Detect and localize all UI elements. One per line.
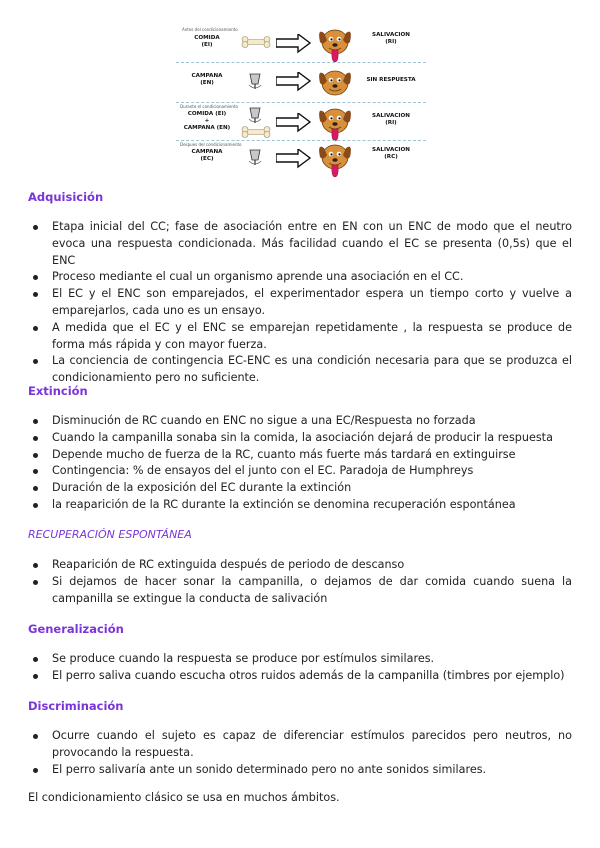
diagram-row-before <box>176 22 426 60</box>
bell-icon <box>246 105 264 127</box>
dog-drooling-icon <box>319 139 353 179</box>
diagram-row-neutral <box>176 63 426 101</box>
list-item: Duración de la exposición del EC durante la extinción <box>28 480 572 497</box>
arrow-icon <box>276 149 312 169</box>
stimulus-label: COMIDA (EI) + CAMPANA (EN) <box>183 111 231 131</box>
diagram-row-after <box>176 141 426 179</box>
list-item: Reaparición de RC extinguida después de periodo de descanso <box>28 557 572 574</box>
list-item: La conciencia de contingencia EC-ENC es una condición necesaria para que se produzca el condicionamiento pero no suficiente. <box>28 353 572 387</box>
heading-adquisicion: Adquisición <box>28 190 104 204</box>
list-item: Contingencia: % de ensayos del el junto con el EC. Paradoja de Humphreys <box>28 463 572 480</box>
heading-extincion: Extinción <box>28 384 88 398</box>
heading-recuperacion: RECUPERACIÓN ESPONTÁNEA <box>28 528 192 541</box>
conditioning-diagram <box>176 22 426 178</box>
row-caption: Antes del condicionamiento <box>182 27 238 32</box>
list-item: Se produce cuando la respuesta se produce por estímulos similares. <box>28 651 572 668</box>
closing-paragraph: El condicionamiento clásico se usa en muchos ámbitos. <box>28 791 340 804</box>
arrow-icon <box>276 113 312 133</box>
heading-generalizacion: Generalización <box>28 622 124 636</box>
heading-discriminacion: Discriminación <box>28 699 124 713</box>
row-caption: Despues del condicionamiento <box>180 142 242 147</box>
response-label: SALIVACION (RI) <box>372 113 410 126</box>
list-item: Depende mucho de fuerza de la RC, cuanto más fuerte más tardará en extinguirse <box>28 447 572 464</box>
dog-icon <box>319 65 353 99</box>
list-item: El perro salivaría ante un sonido determinado pero no ante sonidos similares. <box>28 762 572 779</box>
arrow-icon <box>276 34 312 54</box>
bell-icon <box>246 147 264 169</box>
stimulus-label: CAMPANA (EN) <box>191 73 223 86</box>
dog-drooling-icon <box>319 103 353 143</box>
list-item: El EC y el ENC son emparejados, el experimentador espera un tiempo corto y vuelve a emparejarlos, cada uno es un ensayo. <box>28 286 572 320</box>
list-item: Ocurre cuando el sujeto es capaz de diferenciar estímulos parecidos pero neutros, no provocando la respuesta. <box>28 728 572 762</box>
list-item: Cuando la campanilla sonaba sin la comida, la asociación dejará de producir la respuesta <box>28 430 572 447</box>
diagram-row-during <box>176 103 426 141</box>
list-generalizacion <box>28 651 572 685</box>
list-adquisicion <box>28 219 572 387</box>
stimulus-label: COMIDA (EI) <box>194 35 220 48</box>
list-item: Etapa inicial del CC; fase de asociación entre en EN con un ENC de modo que el neutro evoca una respuesta condicionada. Más facilidad cuando el EC se presenta (0,5s) que el ENC <box>28 219 572 269</box>
bell-icon <box>246 71 264 93</box>
list-item: El perro saliva cuando escucha otros ruidos además de la campanilla (timbres por ejemplo) <box>28 668 572 685</box>
list-item: la reaparición de la RC durante la extinción se denomina recuperación espontánea <box>28 497 572 514</box>
list-item: A medida que el EC y el ENC se emparejan repetidamente , la respuesta se produce de forma más rápida y con mayor fuerza. <box>28 320 572 354</box>
list-discriminacion <box>28 728 572 778</box>
stimulus-label: CAMPANA (EC) <box>191 149 223 162</box>
bone-icon <box>240 125 274 141</box>
response-label: SALIVACION (RC) <box>372 147 410 160</box>
list-item: Si dejamos de hacer sonar la campanilla, o dejamos de dar comida cuando suena la campanilla se extingue la conducta de salivación <box>28 574 572 608</box>
arrow-icon <box>276 72 312 92</box>
row-caption: Durante el condicionamiento <box>180 104 238 109</box>
dog-drooling-icon <box>319 24 353 64</box>
list-extincion <box>28 413 572 514</box>
list-item: Disminución de RC cuando en ENC no sigue a una EC/Respuesta no forzada <box>28 413 572 430</box>
bone-icon <box>240 35 274 51</box>
list-item: Proceso mediante el cual un organismo aprende una asociación en el CC. <box>28 269 572 286</box>
list-recuperacion <box>28 557 572 607</box>
response-label: SIN RESPUESTA <box>366 77 416 83</box>
response-label: SALIVACION (RI) <box>372 32 410 45</box>
